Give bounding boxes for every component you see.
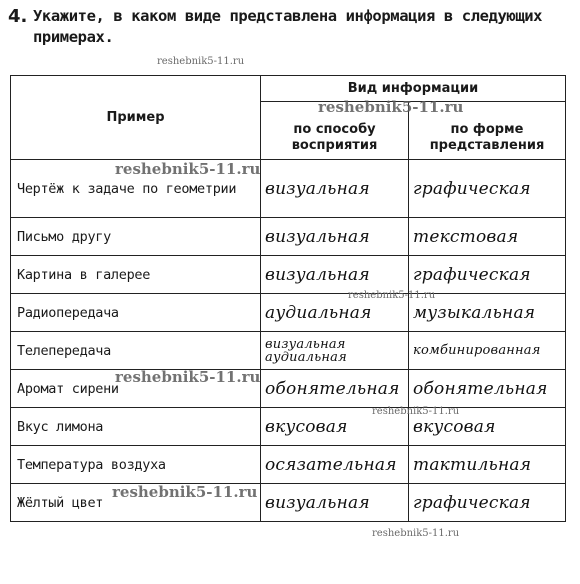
watermark: reshebnik5-11.ru	[115, 368, 261, 386]
task-text: Укажите, в каком виде представлена информация в следующих примерах.	[33, 7, 543, 46]
form-cell: вкусовая	[409, 408, 566, 446]
header-info-kind: Вид информации	[261, 76, 566, 102]
watermark: reshebnik5-11.ru	[348, 290, 436, 301]
watermark: reshebnik5-11.ru	[115, 160, 261, 178]
header-by-perception: по способу восприятия	[261, 102, 409, 160]
perception-cell: визуальная	[261, 484, 409, 522]
table-row	[11, 160, 566, 218]
watermark: reshebnik5-11.ru	[372, 406, 460, 417]
example-cell: Радиопередача	[11, 294, 261, 332]
example-cell: Температура воздуха	[11, 446, 261, 484]
form-cell: графическая	[409, 160, 566, 218]
form-cell: комбинированная	[409, 332, 566, 370]
form-cell: обонятельная	[409, 370, 566, 408]
table-row	[11, 218, 566, 256]
example-cell: Письмо другу	[11, 218, 261, 256]
watermark: reshebnik5-11.ru	[318, 98, 464, 116]
perception-cell: аудиальная	[261, 294, 409, 332]
example-cell: Картина в галерее	[11, 256, 261, 294]
header-by-form: по форме представления	[409, 102, 566, 160]
perception-cell: визуальная	[261, 160, 409, 218]
watermark: reshebnik5-11.ru	[157, 56, 245, 67]
watermark: reshebnik5-11.ru	[372, 528, 460, 539]
perception-cell: визуальная аудиальная	[261, 332, 409, 370]
perception-cell: вкусовая	[261, 408, 409, 446]
table-row	[11, 408, 566, 446]
form-cell: музыкальная	[409, 294, 566, 332]
table-row	[11, 370, 566, 408]
perception-cell: визуальная	[261, 218, 409, 256]
example-cell: Жёлтый цвет	[11, 484, 261, 522]
table-row	[11, 294, 566, 332]
form-cell: графическая	[409, 484, 566, 522]
example-cell: Чертёж к задаче по геометрии	[11, 160, 261, 218]
perception-cell: обонятельная	[261, 370, 409, 408]
perception-cell: осязательная	[261, 446, 409, 484]
table-row	[11, 256, 566, 294]
example-cell: Вкус лимона	[11, 408, 261, 446]
watermark: reshebnik5-11.ru	[112, 483, 258, 501]
task-number: 4.	[8, 6, 28, 27]
table-row	[11, 484, 566, 522]
perception-cell: визуальная	[261, 256, 409, 294]
table-row	[11, 332, 566, 370]
form-cell: тактильная	[409, 446, 566, 484]
table-row	[11, 446, 566, 484]
example-cell: Телепередача	[11, 332, 261, 370]
form-cell: текстовая	[409, 218, 566, 256]
example-cell: Аромат сирени	[11, 370, 261, 408]
header-example: Пример	[11, 76, 261, 160]
form-cell: графическая	[409, 256, 566, 294]
info-table	[10, 75, 566, 522]
